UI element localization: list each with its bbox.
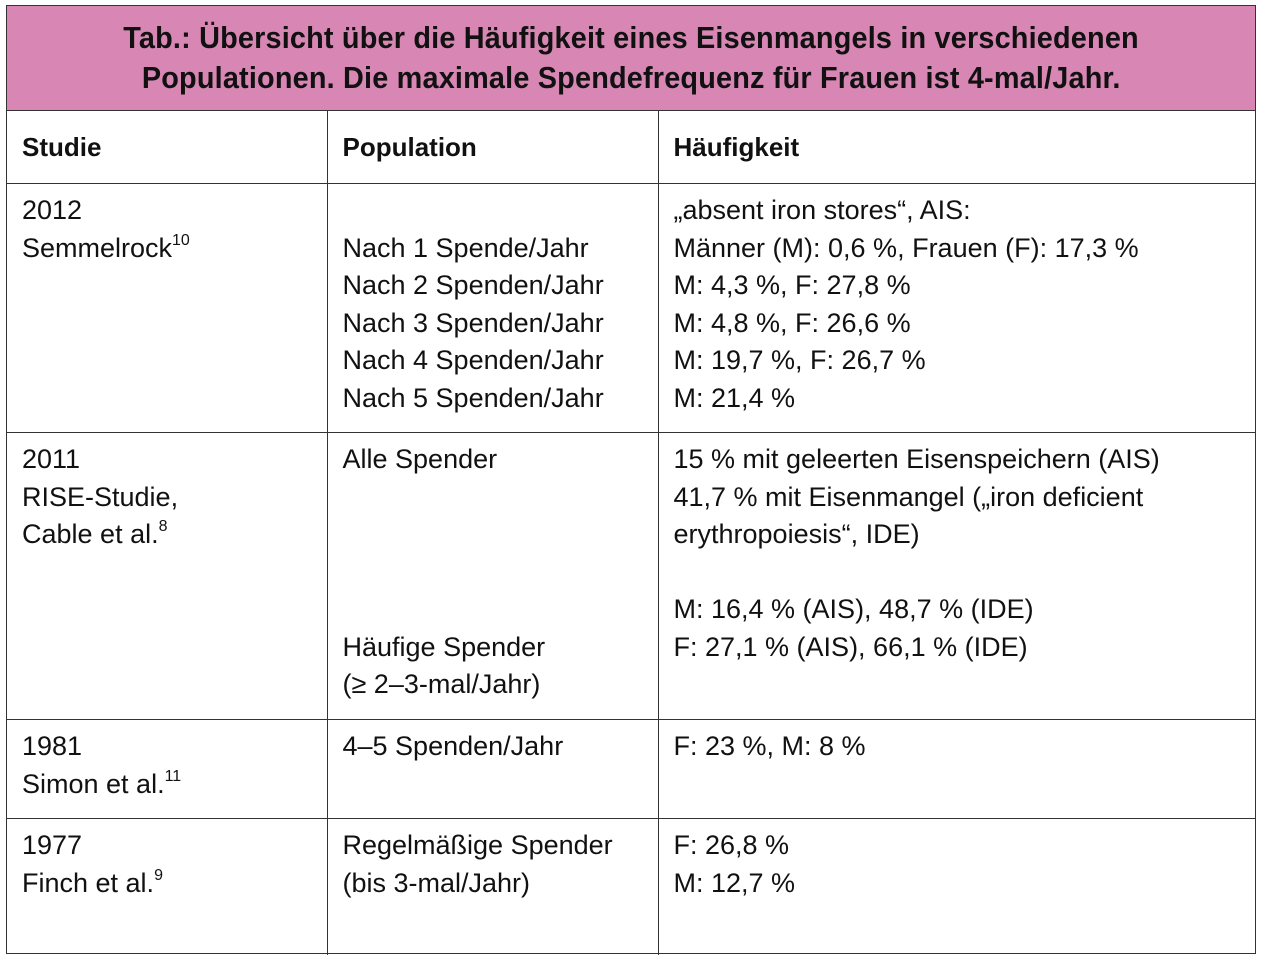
frequency-cell: 15 % mit geleerten Eisenspeichern (AIS) 41,7 % mit Eisenmangel („iron deficient erythropoiesis“, IDE) M: 16,4 % (AIS), 48,7 % (IDE) F: 27,1 % (AIS), 66,1 % (IDE) (658, 433, 1255, 720)
population-cell: Alle Spender Häufige Spender (≥ 2–3-mal/Jahr) (327, 433, 658, 720)
table-row (7, 184, 1255, 433)
table-title (7, 6, 1255, 111)
title-line-1: Tab.: Übersicht über die Häufigkeit eines Eisenmangels in verschiedenen (123, 20, 1139, 55)
header-cell-frequency: Häufigkeit (658, 111, 1255, 184)
table-row (7, 433, 1255, 720)
table-row (7, 720, 1255, 819)
header-cell-study: Studie (7, 111, 327, 184)
reference-number: 9 (154, 866, 163, 884)
iron-deficiency-table (7, 111, 1255, 955)
frequency-cell: F: 26,8 % M: 12,7 % (658, 819, 1255, 955)
frequency-cell: F: 23 %, M: 8 % (658, 720, 1255, 819)
table-row (7, 819, 1255, 955)
reference-number: 10 (172, 231, 190, 249)
frequency-cell: „absent iron stores“, AIS: Männer (M): 0,6 %, Frauen (F): 17,3 % M: 4,3 %, F: 27,8 % M: 4,8 %, F: 26,6 % M: 19,7 %, F: 26,7 % M: 21,4 % (658, 184, 1255, 433)
table-frame (6, 5, 1256, 954)
study-cell: 2011 RISE-Studie, Cable et al.$^8$ (7, 433, 327, 720)
reference-number: 11 (164, 767, 182, 785)
header-cell-population: Population (327, 111, 658, 184)
population-cell: 4–5 Spenden/Jahr (327, 720, 658, 819)
study-cell: 1977 Finch et al.$^9$ (7, 819, 327, 955)
study-cell: 1981 Simon et al.$^{11}$ (7, 720, 327, 819)
population-cell: Regelmäßige Spender (bis 3-mal/Jahr) (327, 819, 658, 955)
header-row (7, 111, 1255, 184)
title-line-2: Populationen. Die maximale Spendefrequenz für Frauen ist 4-mal/Jahr. (141, 60, 1121, 95)
study-cell: 2012 Semmelrock$^{10}$ (7, 184, 327, 433)
reference-number: 8 (158, 518, 168, 535)
population-cell: Nach 1 Spende/Jahr Nach 2 Spenden/Jahr Nach 3 Spenden/Jahr Nach 4 Spenden/Jahr Nach 5 Spenden/Jahr (327, 184, 658, 433)
